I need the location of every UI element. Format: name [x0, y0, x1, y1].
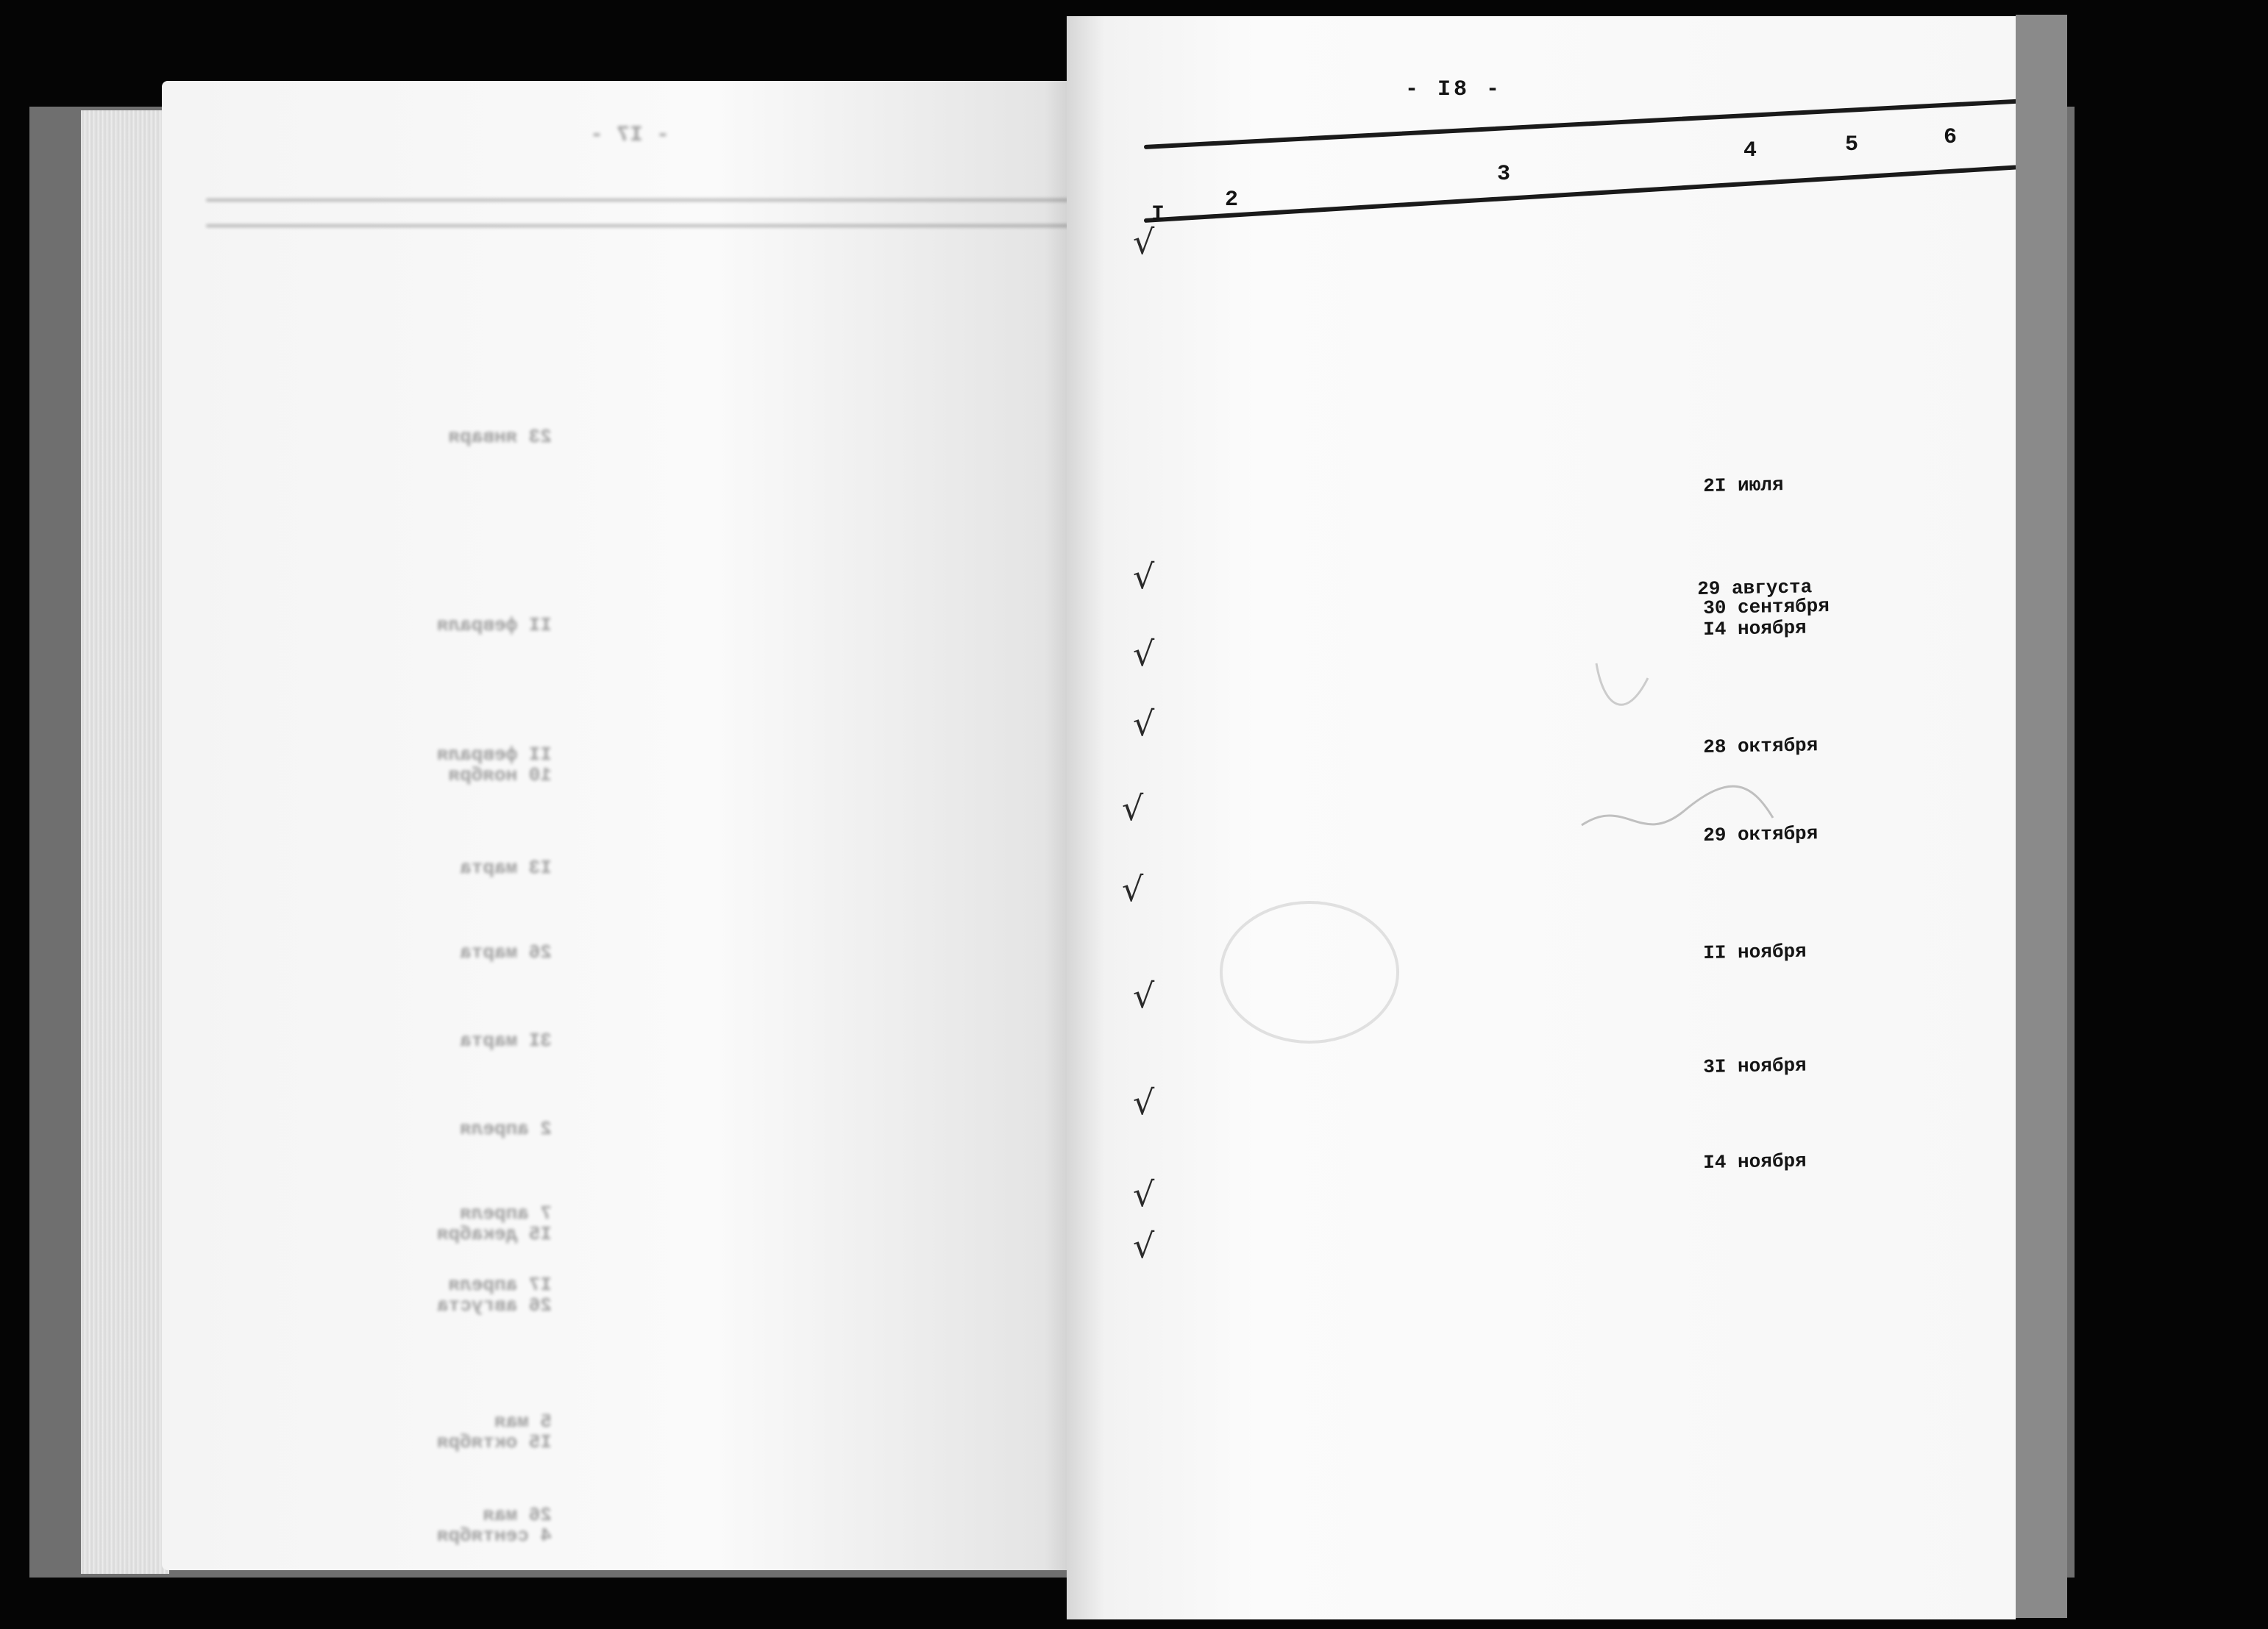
entry-date: I4 ноября — [1702, 616, 1807, 641]
entry-date: 2I июля — [1702, 474, 1784, 497]
header-top-rule — [1144, 96, 2016, 149]
check-mark-icon: √ — [1133, 1083, 1155, 1122]
header-bottom-rule — [1144, 160, 2016, 223]
entry-date: 30 сентября — [1702, 595, 1830, 619]
header-col-3: 3 — [1497, 162, 1511, 187]
check-mark-icon: √ — [1133, 634, 1155, 674]
check-mark-icon: √ — [1133, 976, 1155, 1016]
right-page — [1067, 16, 2016, 1619]
mirror-entry-date: 2 апреля — [460, 1118, 552, 1140]
mirror-entry-date: 3I марта — [460, 1030, 552, 1052]
entry-date: 3I ноября — [1702, 1054, 1807, 1078]
entry-date: 28 октября — [1702, 734, 1819, 758]
page-edges — [81, 110, 169, 1574]
header-col-4: 4 — [1743, 138, 1757, 163]
mirror-entry-date: 26 марта — [460, 941, 552, 963]
mirror-entry-date: I7 апреля — [448, 1274, 552, 1296]
entry-date: I4 ноября — [1702, 1149, 1807, 1174]
mirror-entry-date: I5 декабря — [436, 1223, 552, 1245]
check-mark-icon: √ — [1133, 1174, 1155, 1214]
mirror-entry-date: 26 мая — [483, 1504, 552, 1526]
mirror-entry-date: 5 мая — [494, 1411, 552, 1433]
entry-date: 29 августа — [1696, 576, 1813, 600]
check-mark-icon: √ — [1122, 788, 1144, 828]
right-page-edge — [2016, 15, 2067, 1618]
entry-date: 29 октября — [1702, 822, 1819, 846]
header-col-1: I — [1151, 202, 1165, 227]
mirror-entry-date: 4 сентября — [436, 1525, 552, 1547]
check-mark-icon: √ — [1122, 869, 1144, 909]
mirror-entry-date: 7 апреля — [460, 1202, 552, 1225]
pencil-signature-mark — [1067, 16, 2016, 1619]
header-col-2: 2 — [1225, 188, 1239, 213]
left-header-rule — [206, 199, 1074, 202]
mirror-entry-date: I5 октября — [436, 1431, 552, 1453]
right-page-number: - I8 - — [1405, 77, 1503, 102]
mirror-entry-date: I3 марта — [460, 857, 552, 879]
header-col-5: 5 — [1845, 132, 1859, 157]
check-mark-icon: √ — [1133, 704, 1155, 744]
check-mark-icon: √ — [1133, 1226, 1155, 1266]
mirror-entry-date: 10 ноября — [448, 764, 552, 786]
left-header-rule-2 — [206, 224, 1074, 227]
mirror-entry-date: II февраля — [436, 614, 552, 636]
mirror-entry-date: II февраля — [436, 744, 552, 766]
entry-date: II ноября — [1702, 940, 1807, 964]
left-page-show-through — [162, 81, 1081, 1570]
header-col-6: 6 — [1944, 125, 1958, 150]
check-mark-icon: √ — [1133, 222, 1155, 262]
mirror-entry-date: 23 января — [448, 426, 552, 448]
left-page-number: - I7 - — [589, 123, 669, 148]
left-page — [162, 81, 1081, 1570]
check-mark-icon: √ — [1133, 557, 1155, 596]
mirror-entry-date: 26 августа — [436, 1294, 552, 1316]
